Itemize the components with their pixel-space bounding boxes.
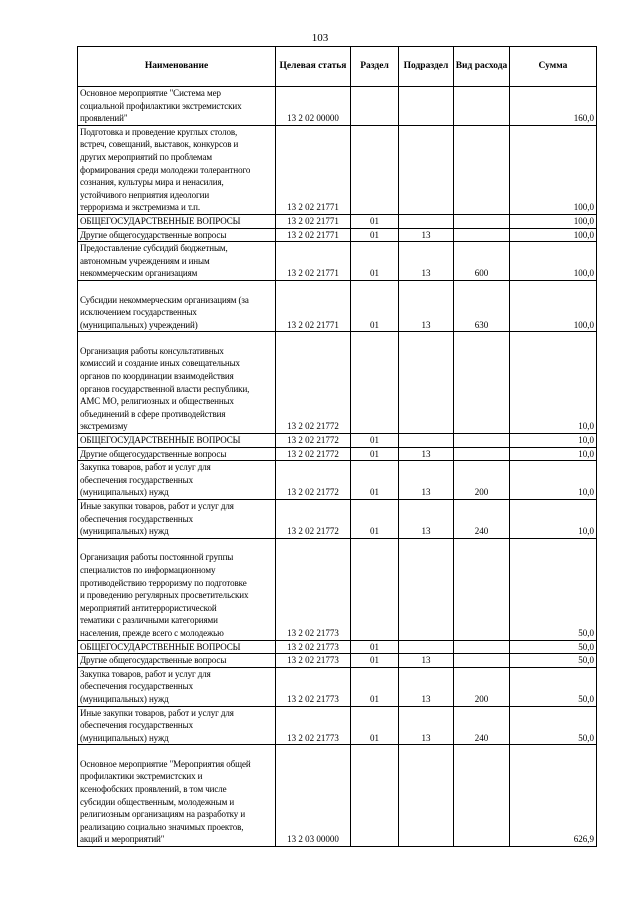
cell-name bbox=[78, 228, 276, 242]
row-name-text: Иные закупки товаров, работ и услуг для обеспечения государственных (муниципальных) нужд bbox=[80, 501, 234, 537]
cell-name bbox=[78, 332, 276, 434]
cell-section: 01 bbox=[351, 228, 399, 242]
cell-section: 01 bbox=[351, 654, 399, 668]
cell-target: 13 2 02 21771 bbox=[276, 125, 351, 214]
row-name-text: Другие общегосударственные вопросы bbox=[80, 448, 227, 459]
page-number: 103 bbox=[311, 32, 329, 44]
cell-sum: 626,9 bbox=[510, 745, 597, 847]
cell-expense-type: 600 bbox=[454, 242, 510, 281]
table-row bbox=[78, 214, 597, 228]
cell-subsection bbox=[399, 87, 454, 126]
cell-subsection: 13 bbox=[399, 500, 454, 539]
table-row bbox=[78, 667, 597, 706]
cell-target: 13 2 02 21773 bbox=[276, 667, 351, 706]
cell-name bbox=[78, 242, 276, 281]
cell-sum: 10,0 bbox=[510, 447, 597, 461]
cell-expense-type bbox=[454, 332, 510, 434]
cell-name bbox=[78, 667, 276, 706]
header-name: Наименование bbox=[78, 47, 276, 87]
cell-sum: 100,0 bbox=[510, 242, 597, 281]
cell-sum: 10,0 bbox=[510, 500, 597, 539]
cell-subsection bbox=[399, 332, 454, 434]
cell-name bbox=[78, 654, 276, 668]
header-target: Целевая статья bbox=[276, 47, 351, 87]
cell-name bbox=[78, 125, 276, 214]
row-name-text: Закупка товаров, работ и услуг для обеспечения государственных (муниципальных) нужд bbox=[80, 668, 211, 704]
table-row bbox=[78, 242, 597, 281]
cell-expense-type bbox=[454, 538, 510, 640]
cell-subsection: 13 bbox=[399, 706, 454, 745]
table-row bbox=[78, 538, 597, 640]
cell-name bbox=[78, 500, 276, 539]
cell-expense-type bbox=[454, 125, 510, 214]
cell-subsection bbox=[399, 745, 454, 847]
cell-name bbox=[78, 434, 276, 448]
cell-subsection bbox=[399, 538, 454, 640]
table-row bbox=[78, 500, 597, 539]
cell-section: 01 bbox=[351, 500, 399, 539]
header-sum: Сумма bbox=[510, 47, 597, 87]
row-name-text: ОБЩЕГОСУДАРСТВЕННЫЕ ВОПРОСЫ bbox=[80, 435, 241, 446]
cell-subsection: 13 bbox=[399, 280, 454, 331]
cell-section bbox=[351, 87, 399, 126]
cell-sum: 50,0 bbox=[510, 538, 597, 640]
cell-subsection bbox=[399, 434, 454, 448]
cell-target: 13 2 02 21771 bbox=[276, 214, 351, 228]
cell-sum: 10,0 bbox=[510, 434, 597, 448]
row-name-text: Основное мероприятие "Мероприятия общей профилактики экстремистских и ксенофобских проявлений, в том числе субсидии общественным, молодежным и религиозным организациям на разработку и реализацию социально значимых проектов, акций и мероприятий" bbox=[80, 758, 251, 845]
budget-table bbox=[77, 46, 597, 847]
cell-sum: 100,0 bbox=[510, 280, 597, 331]
table-row bbox=[78, 640, 597, 654]
row-name-text: Организация работы постоянной группы специалистов по информационному противодействию терроризму по подготовке и проведению регулярных просветительских мероприятий антитеррористической тематики с различными категориями населения, прежде всего с молодежью bbox=[80, 552, 249, 638]
cell-section: 01 bbox=[351, 461, 399, 500]
cell-target: 13 2 02 21773 bbox=[276, 538, 351, 640]
cell-target: 13 2 03 00000 bbox=[276, 745, 351, 847]
row-name-text: Иные закупки товаров, работ и услуг для обеспечения государственных (муниципальных) нужд bbox=[80, 707, 234, 743]
cell-target: 13 2 02 00000 bbox=[276, 87, 351, 126]
table-row bbox=[78, 706, 597, 745]
table-row bbox=[78, 87, 597, 126]
cell-expense-type: 200 bbox=[454, 461, 510, 500]
cell-section: 01 bbox=[351, 242, 399, 281]
row-name-text: Субсидии некоммерческим организациям (за исключением государственных (муниципальных) учреждений) bbox=[80, 294, 249, 330]
cell-sum: 50,0 bbox=[510, 667, 597, 706]
cell-subsection: 13 bbox=[399, 654, 454, 668]
row-name-text: ОБЩЕГОСУДАРСТВЕННЫЕ ВОПРОСЫ bbox=[80, 641, 241, 652]
cell-section: 01 bbox=[351, 434, 399, 448]
cell-expense-type: 630 bbox=[454, 280, 510, 331]
cell-target: 13 2 02 21772 bbox=[276, 447, 351, 461]
cell-name bbox=[78, 706, 276, 745]
cell-target: 13 2 02 21772 bbox=[276, 500, 351, 539]
cell-subsection: 13 bbox=[399, 228, 454, 242]
row-name-text: Предоставление субсидий бюджетным, автономным учреждениям и иным некоммерческим организациям bbox=[80, 243, 228, 279]
cell-sum: 100,0 bbox=[510, 214, 597, 228]
row-name-text: ОБЩЕГОСУДАРСТВЕННЫЕ ВОПРОСЫ bbox=[80, 215, 241, 226]
cell-expense-type: 200 bbox=[454, 667, 510, 706]
row-name-text: Другие общегосударственные вопросы bbox=[80, 655, 227, 666]
table-row bbox=[78, 125, 597, 214]
cell-name bbox=[78, 214, 276, 228]
cell-expense-type: 240 bbox=[454, 500, 510, 539]
cell-expense-type bbox=[454, 654, 510, 668]
cell-name bbox=[78, 538, 276, 640]
header-section: Раздел bbox=[351, 47, 399, 87]
cell-expense-type bbox=[454, 214, 510, 228]
table-row bbox=[78, 332, 597, 434]
cell-expense-type bbox=[454, 745, 510, 847]
cell-expense-type bbox=[454, 228, 510, 242]
cell-name bbox=[78, 87, 276, 126]
cell-name bbox=[78, 447, 276, 461]
table-row bbox=[78, 654, 597, 668]
cell-sum: 100,0 bbox=[510, 228, 597, 242]
row-name-text: Закупка товаров, работ и услуг для обеспечения государственных (муниципальных) нужд bbox=[80, 462, 211, 498]
table-row bbox=[78, 461, 597, 500]
cell-section: 01 bbox=[351, 640, 399, 654]
cell-expense-type: 240 bbox=[454, 706, 510, 745]
cell-expense-type bbox=[454, 447, 510, 461]
row-name-text: Организация работы консультативных комиссий и создание иных совещательных органов по координации взаимодействия органов государственной власти республики, АМС МО, религиозных и общественных объединений в сфере противодействия экстремизму bbox=[80, 345, 250, 432]
cell-section: 01 bbox=[351, 447, 399, 461]
row-name-text: Другие общегосударственные вопросы bbox=[80, 229, 227, 240]
cell-target: 13 2 02 21772 bbox=[276, 461, 351, 500]
cell-section: 01 bbox=[351, 280, 399, 331]
cell-subsection: 13 bbox=[399, 667, 454, 706]
table-row bbox=[78, 447, 597, 461]
cell-target: 13 2 02 21773 bbox=[276, 640, 351, 654]
cell-subsection bbox=[399, 214, 454, 228]
row-name-text: Подготовка и проведение круглых столов, встреч, совещаний, выставок, конкурсов и других мероприятий по проблемам формирования среди молодежи толерантного сознания, культуры мира и ненасилия, устойчивого неприятия идеологии терроризма и экстремизма и т.п. bbox=[80, 126, 251, 213]
cell-name bbox=[78, 280, 276, 331]
table-row bbox=[78, 434, 597, 448]
table-row bbox=[78, 228, 597, 242]
cell-sum: 50,0 bbox=[510, 654, 597, 668]
cell-section bbox=[351, 125, 399, 214]
cell-section: 01 bbox=[351, 706, 399, 745]
cell-sum: 50,0 bbox=[510, 706, 597, 745]
row-name-text: Основное мероприятие "Система мер социальной профилактики экстремистских проявлений" bbox=[80, 88, 242, 124]
cell-sum: 100,0 bbox=[510, 125, 597, 214]
table-header-row bbox=[78, 47, 597, 87]
header-subsection: Подраздел bbox=[399, 47, 454, 87]
cell-sum: 10,0 bbox=[510, 461, 597, 500]
cell-section bbox=[351, 538, 399, 640]
cell-target: 13 2 02 21773 bbox=[276, 706, 351, 745]
header-expense-type: Вид расхода bbox=[454, 47, 510, 87]
cell-expense-type bbox=[454, 640, 510, 654]
cell-target: 13 2 02 21771 bbox=[276, 280, 351, 331]
cell-sum: 160,0 bbox=[510, 87, 597, 126]
cell-section: 01 bbox=[351, 214, 399, 228]
cell-target: 13 2 02 21771 bbox=[276, 242, 351, 281]
cell-subsection: 13 bbox=[399, 447, 454, 461]
cell-section bbox=[351, 332, 399, 434]
cell-name bbox=[78, 745, 276, 847]
cell-target: 13 2 02 21772 bbox=[276, 434, 351, 448]
cell-subsection: 13 bbox=[399, 461, 454, 500]
cell-target: 13 2 02 21772 bbox=[276, 332, 351, 434]
cell-sum: 10,0 bbox=[510, 332, 597, 434]
cell-target: 13 2 02 21771 bbox=[276, 228, 351, 242]
table-row bbox=[78, 280, 597, 331]
table-row bbox=[78, 745, 597, 847]
cell-expense-type bbox=[454, 87, 510, 126]
cell-expense-type bbox=[454, 434, 510, 448]
cell-subsection: 13 bbox=[399, 242, 454, 281]
cell-subsection bbox=[399, 125, 454, 214]
cell-name bbox=[78, 461, 276, 500]
cell-subsection bbox=[399, 640, 454, 654]
cell-target: 13 2 02 21773 bbox=[276, 654, 351, 668]
cell-section bbox=[351, 745, 399, 847]
cell-name bbox=[78, 640, 276, 654]
cell-sum: 50,0 bbox=[510, 640, 597, 654]
cell-section: 01 bbox=[351, 667, 399, 706]
